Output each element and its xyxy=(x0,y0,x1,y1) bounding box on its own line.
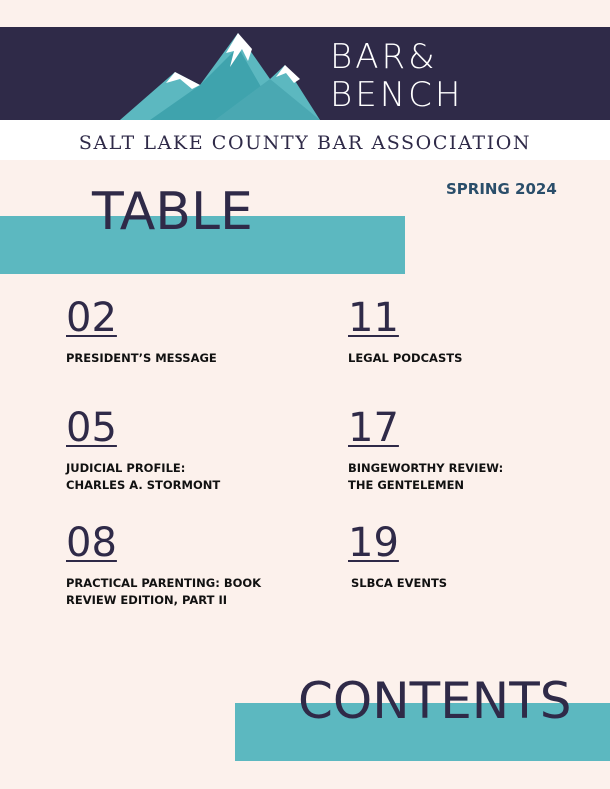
brand-title-line2: BENCH xyxy=(330,75,464,115)
toc-entry[interactable] xyxy=(348,521,588,592)
brand-title-line1: BAR& xyxy=(330,37,438,77)
toc-title: LEGAL PODCASTS xyxy=(348,351,463,365)
heading-contents: CONTENTS xyxy=(298,672,572,730)
toc-entry[interactable] xyxy=(348,406,588,493)
heading-table: TABLE xyxy=(92,182,253,242)
toc-page-number[interactable]: 08 xyxy=(66,520,117,566)
toc-title: PRESIDENT’S MESSAGE xyxy=(66,351,217,365)
toc-page-number[interactable]: 05 xyxy=(66,405,117,451)
organization-name: SALT LAKE COUNTY BAR ASSOCIATION xyxy=(78,132,532,154)
toc-page-number[interactable]: 11 xyxy=(348,295,399,341)
mountain-logo-icon xyxy=(120,27,320,120)
toc-page-number[interactable]: 17 xyxy=(348,405,399,451)
toc-title: PRACTICAL PARENTING: BOOK REVIEW EDITION, PART II xyxy=(66,576,262,607)
toc-entry[interactable] xyxy=(66,406,306,493)
toc-page-number[interactable]: 02 xyxy=(66,295,117,341)
toc-page-number[interactable]: 19 xyxy=(348,520,399,566)
toc-title: BINGEWORTHY REVIEW: THE GENTELEMEN xyxy=(348,461,504,492)
toc-entry[interactable] xyxy=(66,521,306,608)
toc-title: JUDICIAL PROFILE: CHARLES A. STORMONT xyxy=(66,461,221,492)
toc-entry[interactable] xyxy=(66,296,306,367)
toc-entry[interactable] xyxy=(348,296,588,367)
toc-title: SLBCA EVENTS xyxy=(351,576,448,590)
issue-label: SPRING 2024 xyxy=(446,180,557,198)
